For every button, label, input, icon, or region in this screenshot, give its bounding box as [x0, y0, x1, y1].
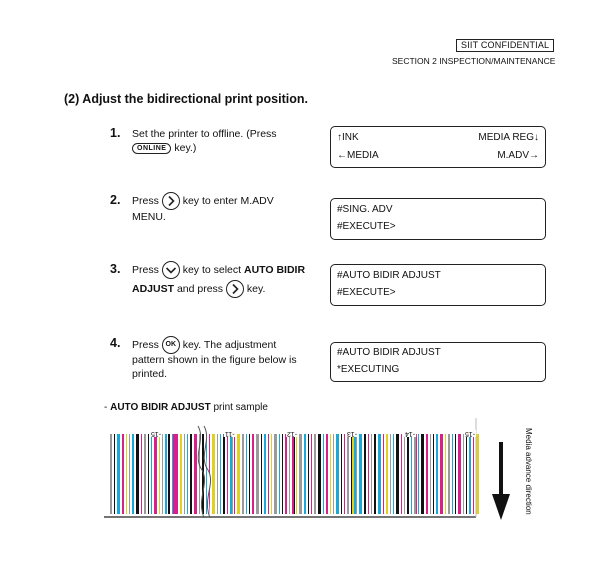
pattern-stripe	[371, 434, 372, 514]
pattern-stripe	[230, 434, 232, 514]
pattern-stripe	[151, 434, 152, 514]
pattern-label: -15	[151, 430, 162, 437]
lcd-1-line1-left: ↑INK	[337, 132, 359, 143]
pattern-label: -11	[225, 430, 235, 437]
pattern-stripe	[264, 434, 266, 514]
sample-caption-prefix: -	[104, 402, 111, 413]
step-1-text-a: Set the printer to offline. (Press	[132, 128, 277, 140]
pattern-stripe	[220, 434, 221, 514]
pattern-stripe	[341, 434, 342, 514]
right-arrow-key-icon-2	[226, 280, 244, 298]
step-3-text-a: Press	[132, 264, 159, 276]
pattern-label: -14	[405, 430, 416, 437]
ok-key-icon	[162, 336, 180, 354]
pattern-stripe	[154, 434, 157, 514]
pattern-stripe	[463, 434, 464, 514]
pattern-stripe	[426, 434, 428, 514]
pattern-stripe	[414, 434, 416, 514]
step-4-text-c: pattern shown in the figure below is	[132, 354, 297, 366]
step-1-text-b: key.)	[174, 142, 197, 154]
pattern-stripe	[407, 434, 409, 514]
step-3-text-b: key to select	[182, 264, 242, 276]
lcd-1-line1-right: MEDIA REG↓	[478, 132, 539, 143]
pattern-stripe	[299, 434, 302, 514]
step-2-number: 2.	[110, 193, 121, 207]
step-2-text-c: MENU.	[132, 211, 166, 223]
step-3-number: 3.	[110, 262, 121, 276]
pattern-stripe	[386, 434, 388, 514]
step-3-text-d: key.	[246, 283, 266, 295]
media-advance-label: Media advance direction	[524, 428, 533, 515]
step-2-text-a: Press	[132, 194, 159, 207]
pattern-stripe	[351, 434, 352, 514]
pattern-stripe	[261, 434, 262, 514]
pattern-stripe	[344, 434, 345, 514]
pattern-stripe	[271, 434, 272, 514]
pattern-label: -12	[287, 430, 298, 437]
pattern-stripe	[252, 434, 254, 514]
step-3-text	[132, 261, 328, 299]
pattern-label: -13	[347, 430, 358, 437]
pattern-stripe	[411, 434, 412, 514]
pattern-stripe	[374, 434, 376, 514]
pattern-stripe	[132, 434, 134, 514]
lcd-1-line2-right: M.ADV→	[497, 150, 539, 161]
pattern-stripe	[404, 434, 405, 514]
step-3-bold-b: ADJUST	[132, 283, 175, 295]
lcd-3-line1: #AUTO BIDIR ADJUST	[337, 270, 441, 281]
pattern-stripe	[234, 434, 235, 514]
pattern-stripe	[194, 434, 197, 514]
pattern-stripe	[162, 434, 163, 514]
step-4-text	[132, 336, 312, 381]
pattern-stripe	[390, 434, 391, 514]
pattern-stripe	[318, 434, 321, 514]
pattern-stripe	[175, 434, 178, 514]
pattern-stripe	[466, 434, 467, 514]
pattern-stripe	[452, 434, 453, 514]
pattern-label: -15	[465, 430, 476, 437]
pattern-stripe	[347, 434, 349, 514]
step-2-text-b: key to enter M.ADV	[182, 194, 274, 207]
step-1-text	[132, 127, 322, 155]
pattern-stripe	[217, 434, 218, 514]
pattern-stripe	[268, 434, 269, 514]
pattern-stripe	[172, 434, 173, 514]
pattern-stripe	[296, 434, 297, 514]
pattern-stripe	[440, 434, 443, 514]
pattern-stripe	[126, 434, 127, 514]
pattern-stripe	[141, 434, 142, 514]
confidential-badge: SIIT CONFIDENTIAL	[456, 39, 554, 52]
pattern-stripe	[368, 434, 369, 514]
pattern-stripe	[249, 434, 250, 514]
lcd-2-line1: #SING. ADV	[337, 204, 393, 215]
pattern-stripe	[458, 434, 461, 514]
step-2-text	[132, 192, 322, 224]
pattern-stripe	[336, 434, 339, 514]
sample-caption-bold: AUTO BIDIR ADJUST	[110, 402, 211, 413]
pattern-stripe	[421, 434, 424, 514]
sample-caption-suffix: print sample	[210, 402, 268, 413]
pattern-stripe	[445, 434, 446, 514]
pattern-stripe	[304, 434, 306, 514]
lcd-1-line2-left: ←MEDIA	[337, 150, 379, 161]
right-arrow-key-icon	[162, 192, 180, 210]
page-heading: (2) Adjust the bidirectional print position.	[64, 92, 308, 106]
lcd-display-1	[330, 126, 546, 168]
pattern-stripe	[206, 434, 207, 514]
step-3-text-c: and press	[176, 283, 224, 295]
pattern-stripe	[246, 434, 247, 514]
pattern-stripe	[311, 434, 312, 514]
pattern-stripe	[436, 434, 438, 514]
pattern-stripe	[144, 434, 146, 514]
lcd-display-3	[330, 264, 546, 306]
media-advance-arrow-icon	[490, 440, 512, 524]
pattern-stripe	[333, 434, 334, 514]
pattern-stripe	[469, 434, 471, 514]
pattern-stripe	[227, 434, 228, 514]
pattern-stripe	[237, 434, 240, 514]
pattern-stripe	[401, 434, 402, 514]
pattern-stripe	[279, 434, 280, 514]
pattern-stripe	[289, 434, 290, 514]
pattern-stripe	[274, 434, 277, 514]
pattern-stripe	[110, 434, 112, 514]
pattern-stripe	[212, 434, 215, 514]
pattern-stripe	[165, 434, 167, 514]
pattern-stripe	[455, 434, 456, 514]
print-sample-stripes	[110, 434, 479, 514]
pattern-stripe	[184, 434, 185, 514]
pattern-stripe	[159, 434, 160, 514]
step-3-bold-a: AUTO BIDIR	[243, 264, 306, 276]
pattern-stripe	[314, 434, 316, 514]
pattern-stripe	[430, 434, 431, 514]
pattern-stripe	[433, 434, 434, 514]
pattern-stripe	[187, 434, 188, 514]
pattern-stripe	[352, 434, 354, 514]
pattern-stripe	[356, 434, 357, 514]
pattern-stripe	[282, 434, 283, 514]
pattern-stripe	[378, 434, 381, 514]
pattern-stripe	[359, 434, 362, 514]
pattern-stripe	[148, 434, 149, 514]
pattern-stripe	[323, 434, 324, 514]
pattern-stripe	[308, 434, 309, 514]
ok-key-label: OK	[165, 341, 177, 348]
pattern-stripe	[326, 434, 328, 514]
pattern-stripe	[396, 434, 399, 514]
pattern-stripe	[330, 434, 331, 514]
pattern-stripe	[223, 434, 225, 514]
pattern-stripe	[383, 434, 384, 514]
pattern-stripe	[242, 434, 244, 514]
lcd-display-4	[330, 342, 546, 382]
lcd-display-2	[330, 198, 546, 240]
pattern-stripe	[256, 434, 259, 514]
step-1-number: 1.	[110, 126, 121, 140]
section-header: SECTION 2 INSPECTION/MAINTENANCE	[392, 56, 556, 66]
pattern-stripe	[448, 434, 450, 514]
sample-caption	[104, 402, 268, 413]
down-arrow-key-icon	[162, 261, 180, 279]
step-4-text-b: key. The adjustment	[182, 338, 277, 351]
lcd-4-line1: #AUTO BIDIR ADJUST	[337, 347, 441, 358]
step-4-number: 4.	[110, 336, 121, 350]
pattern-stripe	[122, 434, 124, 514]
pattern-stripe	[285, 434, 287, 514]
pattern-stripe	[364, 434, 366, 514]
pattern-stripe	[129, 434, 130, 514]
pattern-stripe	[180, 434, 182, 514]
pattern-stripe	[418, 434, 419, 514]
pattern-stripe	[136, 434, 139, 514]
step-4-text-a: Press	[132, 338, 159, 351]
pattern-stripe	[292, 434, 294, 514]
online-key-icon: ONLINE	[132, 143, 171, 154]
pattern-stripe	[190, 434, 192, 514]
step-4-text-d: printed.	[132, 367, 168, 380]
pattern-stripe	[114, 434, 115, 514]
lcd-2-line2: #EXECUTE>	[337, 221, 396, 232]
pattern-stripe	[393, 434, 394, 514]
pattern-stripe	[168, 434, 170, 514]
lcd-4-line2: *EXECUTING	[337, 364, 400, 375]
lcd-3-line2: #EXECUTE>	[337, 287, 396, 298]
pattern-stripe	[473, 434, 474, 514]
pattern-stripe	[117, 434, 120, 514]
